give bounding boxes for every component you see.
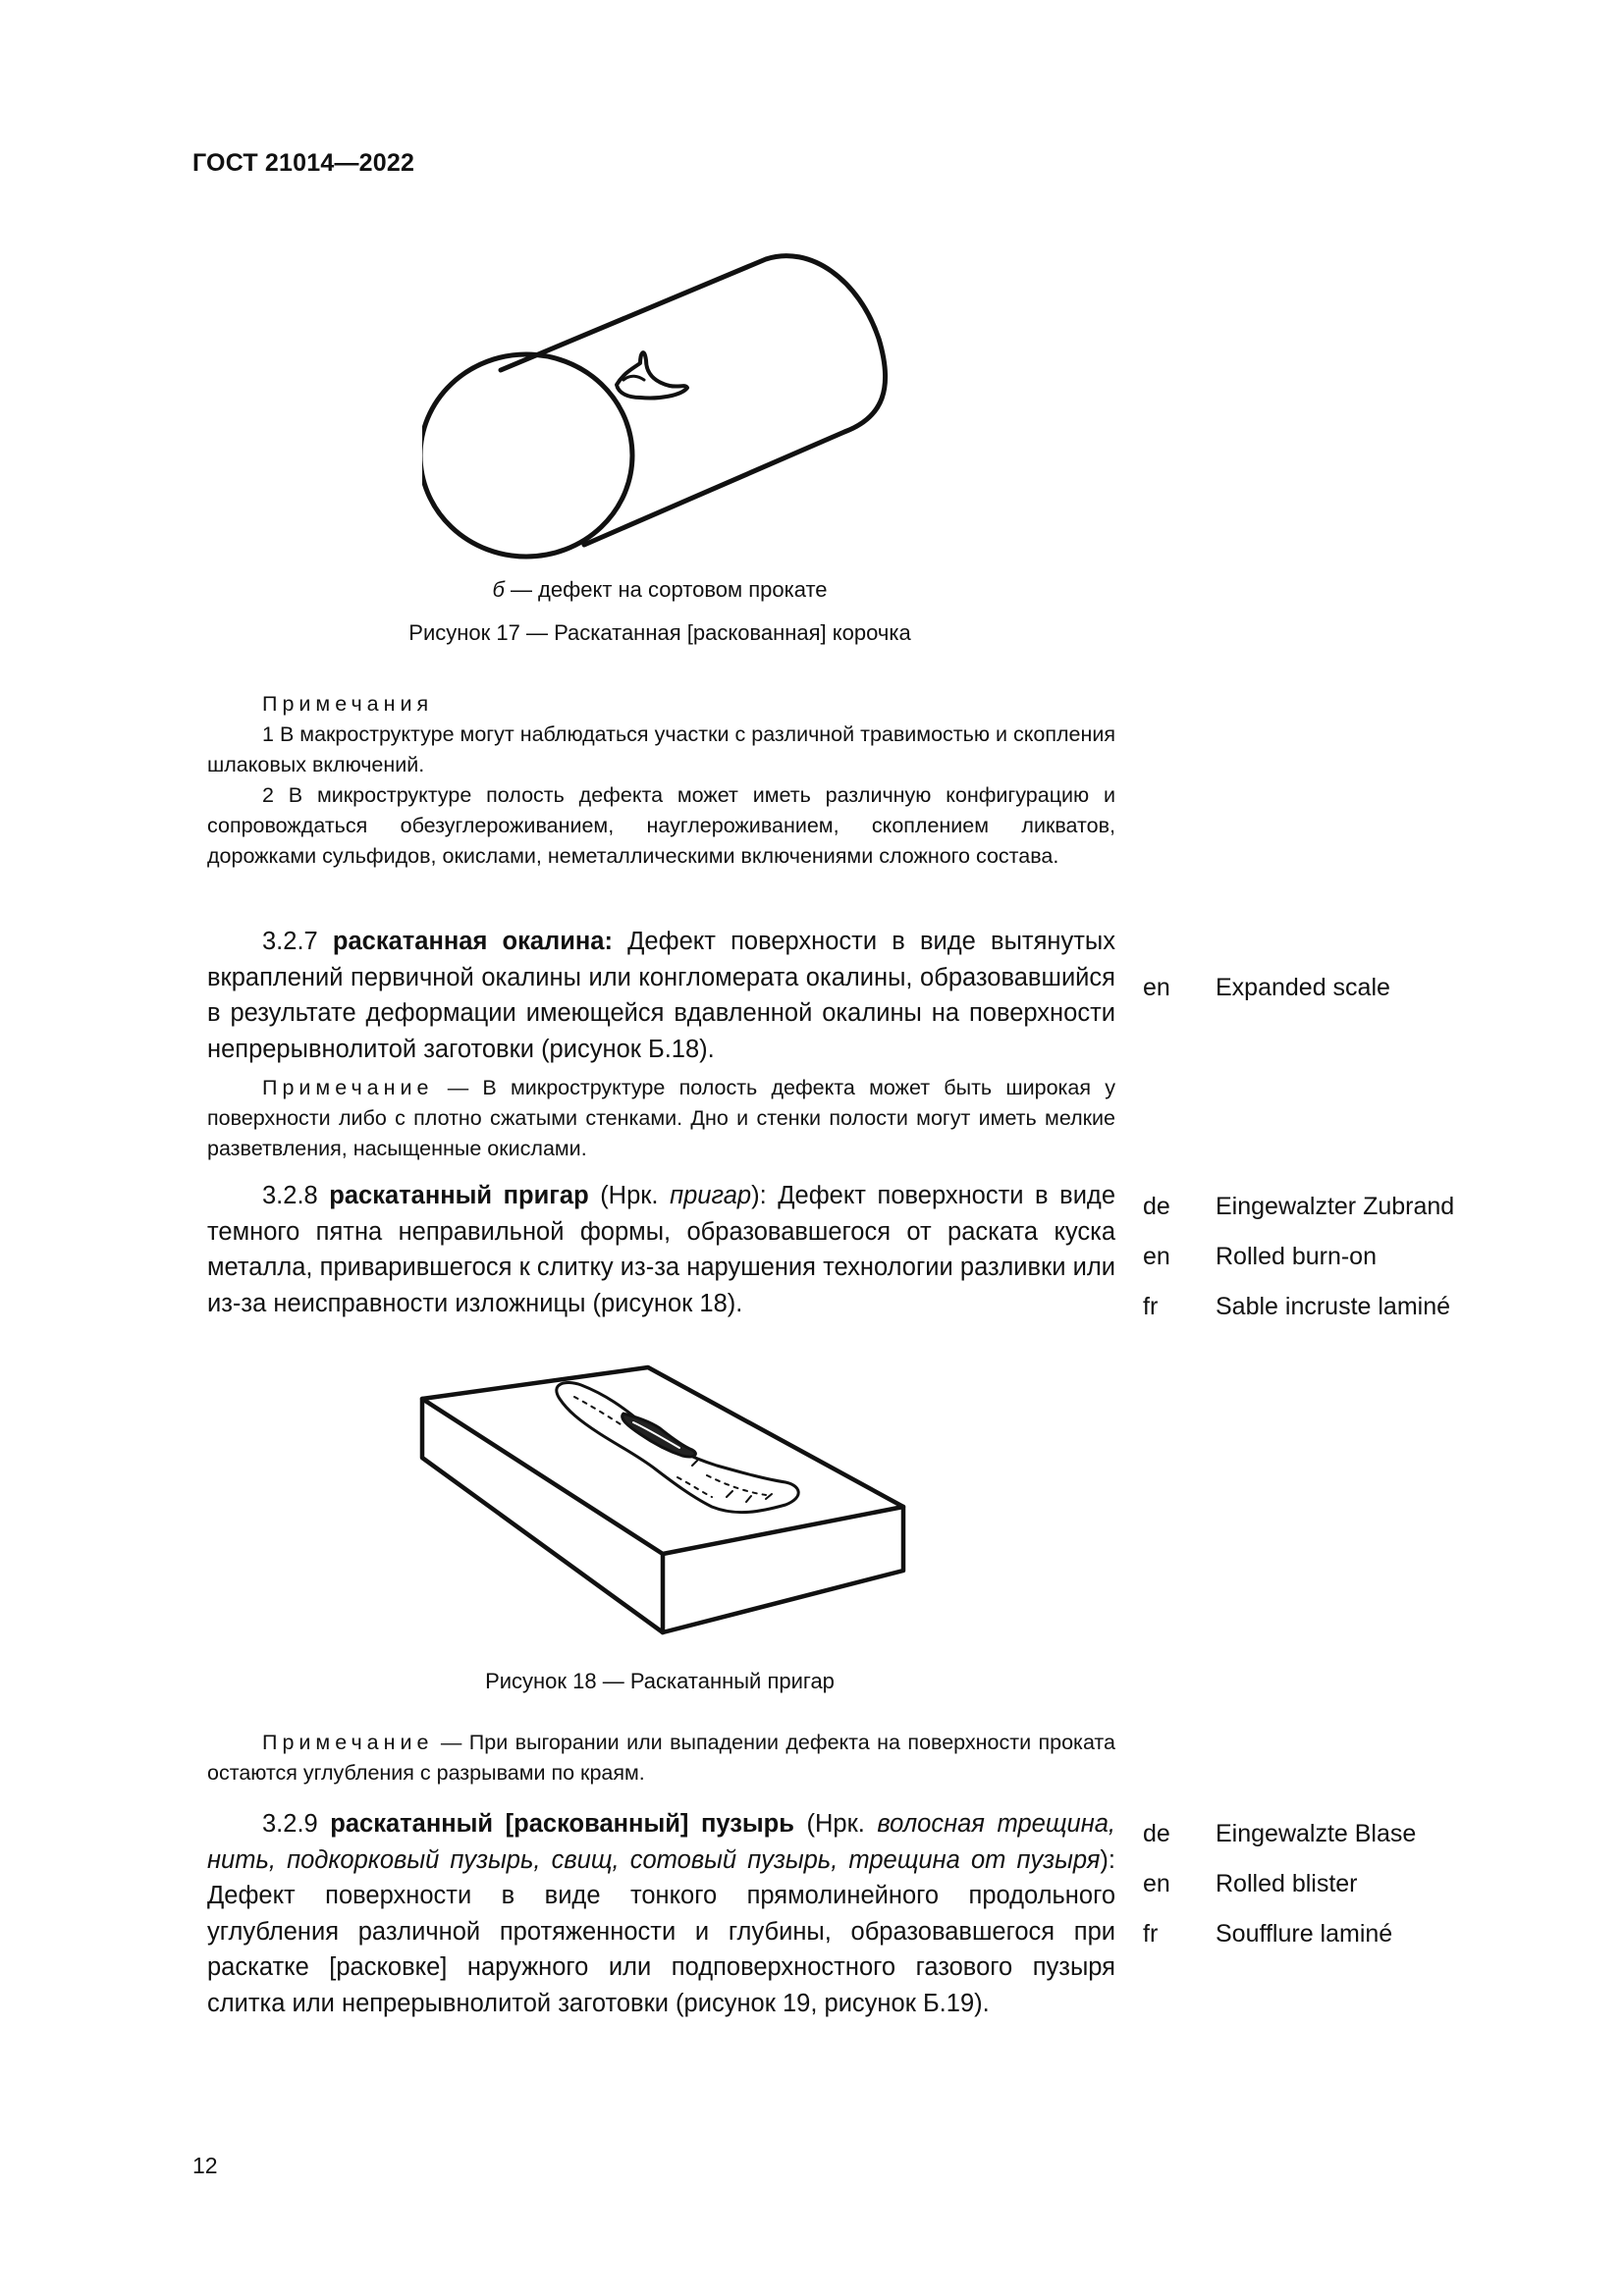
note-label: Примечание [262,1076,434,1099]
equivalent-row [1143,1282,1454,1332]
figure-18-caption: Рисунок 18 — Раскатанный пригар [485,1669,835,1693]
term-definition: Дефект поверхности в виде вытянутых вкраплений первичной окалины или конгломерата окалины, образовавшийся в результате деформации имеющейся вдавленной окалины на поверхности непрерывнолитой заготовки (рисунок Б.18). [207,928,1115,1063]
lang-term: Sable incruste laminé [1216,1293,1451,1320]
notes-17 [207,689,1115,872]
term-nrk-open: (Нрк. [588,1182,671,1209]
figure-18-slab-drawing [412,1360,923,1654]
figure-17-caption: Рисунок 17 — Раскатанная [раскованная] корочка [408,620,911,645]
figure-17b-subcaption [291,577,1029,603]
term-name: раскатанная окалина: [332,928,613,955]
note-item: 2 В микроструктуре полость дефекта может иметь различную конфигурацию и сопровождаться обезуглероживанием, науглероживанием, скоплением ликватов, дорожками сульфидов, окислами, неметаллическими включениями сложного состава. [207,783,1115,868]
lang-code: fr [1143,1920,1159,1948]
equivalent-row [1143,1182,1454,1232]
note-18 [207,1728,1115,1789]
term-definition: ): Дефект поверхности в виде темного пятна неправильной формы, образовавшегося от раската куска металла, приварившегося к слитку из-за нарушения технологии разливки или из-за неисправности изложницы (рисунок 18). [207,1182,1115,1317]
equivalent-row [1143,1809,1416,1859]
subcaption-text: — дефект на сортовом прокате [504,577,828,602]
lang-code: de [1143,1820,1170,1847]
note-item: 1 В макроструктуре могут наблюдаться участки с различной травимостью и скопления шлаковых включений. [207,722,1115,776]
equivalent-row [1143,1909,1416,1959]
note-text: — При выгорании или выпадении дефекта на поверхности проката остаются углубления с разрывами по краям. [207,1731,1115,1785]
document-number: ГОСТ 21014—2022 [192,149,415,177]
term-number: 3.2.8 [262,1182,318,1209]
term-3-2-7-equivalents [1143,963,1390,1013]
term-3-2-7 [207,924,1115,1067]
term-definition: ): Дефект поверхности в виде тонкого прямолинейного продольного углубления различной протяженности и глубины, образовавшегося при раскатке [расковке] наружного или подповерхностного газового пузыря слитка или непрерывнолитой заготовки (рисунок 19, рисунок Б.19). [207,1845,1115,2017]
lang-code: en [1143,974,1170,1001]
term-number: 3.2.9 [262,1810,318,1838]
lang-term: Soufflure laminé [1216,1920,1393,1948]
lang-code: fr [1143,1293,1159,1320]
term-3-2-8-equivalents [1143,1182,1454,1332]
note-text: — В микроструктуре полость дефекта может быть широкая у поверхности либо с плотно сжатыми стенками. Дно и стенки полости могут иметь мелкие разветвления, насыщенные окислами. [207,1076,1115,1160]
term-nrk-italic: пригар [670,1182,752,1209]
equivalent-row [1143,1232,1454,1282]
lang-code: en [1143,1243,1170,1270]
lang-term: Eingewalzte Blase [1216,1820,1417,1847]
lang-term: Rolled burn-on [1216,1243,1377,1270]
term-3-2-9 [207,1806,1115,2021]
term-3-2-8 [207,1178,1115,1321]
note-3-2-7 [207,1073,1115,1164]
note-label: Примечание [262,1731,434,1754]
notes-heading: Примечания [262,692,434,716]
term-number: 3.2.7 [262,928,318,955]
page-number: 12 [192,2153,218,2178]
lang-code: de [1143,1193,1170,1220]
lang-code: en [1143,1870,1170,1897]
term-3-2-9-equivalents [1143,1809,1416,1959]
term-name: раскатанный пригар [329,1182,589,1209]
lang-term: Rolled blister [1216,1870,1358,1897]
term-nrk-open: (Нрк. [793,1810,878,1838]
lang-term: Expanded scale [1216,974,1390,1001]
term-nrk-italic: волосная трещина, нить, подкорковый пузырь, свищ, сотовый пузырь, трещина от пузыря [207,1810,1116,1874]
equivalent-row [1143,1859,1416,1909]
term-name: раскатанный [раскованный] пузырь [330,1810,794,1838]
lang-term: Eingewalzter Zubrand [1216,1193,1455,1220]
subcaption-letter: б [492,577,505,602]
figure-17-cylinder-drawing [422,250,913,574]
equivalent-row [1143,963,1390,1013]
